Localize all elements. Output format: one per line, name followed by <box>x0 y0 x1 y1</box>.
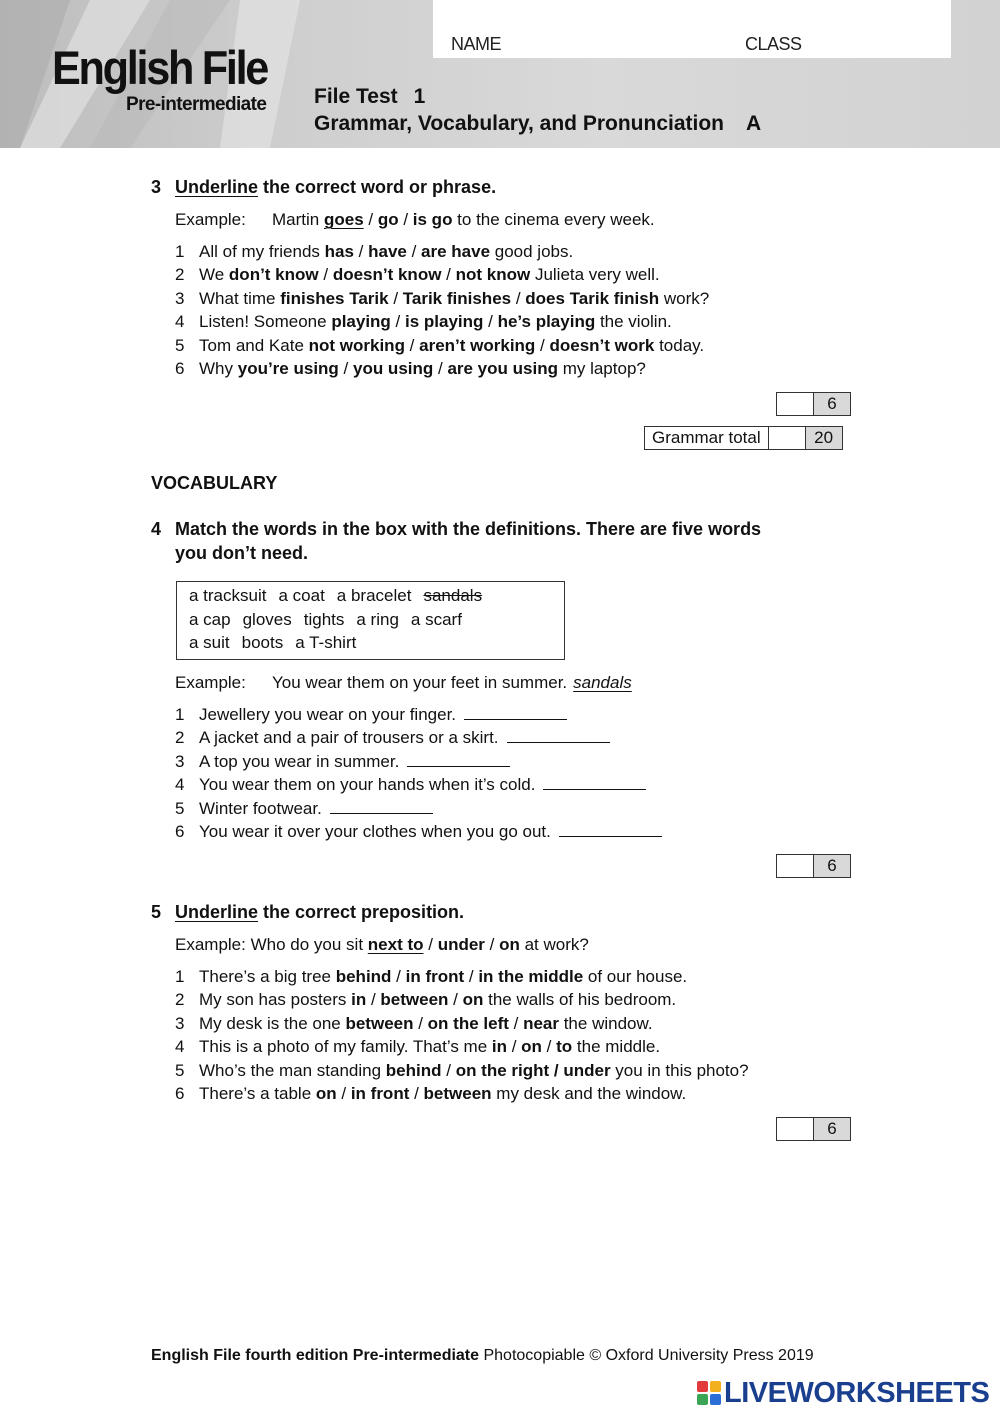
logo-square-icon <box>697 1381 708 1392</box>
item-number: 6 <box>175 822 185 841</box>
option-choice[interactable]: behind <box>335 967 392 986</box>
liveworksheets-icon <box>697 1381 721 1405</box>
option-choice[interactable]: doesn’t know <box>332 265 442 285</box>
text-fragment: We <box>199 265 229 285</box>
section5-heading <box>151 902 464 923</box>
file-test-label <box>314 85 425 109</box>
item-number: 4 <box>175 1037 185 1057</box>
section5-item <box>175 967 687 987</box>
text-fragment: / <box>390 312 405 332</box>
section4-example-label: Example: <box>175 673 246 692</box>
text-fragment: you in this photo? <box>610 1060 749 1080</box>
item-number: 5 <box>175 798 185 818</box>
option-choice[interactable]: to <box>556 1037 573 1057</box>
text-fragment: at work? <box>519 935 589 954</box>
text-fragment: the middle. <box>572 1037 661 1057</box>
option-choice[interactable]: on <box>521 1037 542 1057</box>
section3-number: 3 <box>151 177 162 197</box>
option-choice[interactable]: in <box>351 990 367 1010</box>
vocabulary-heading: VOCABULARY <box>151 473 278 493</box>
word-option: a scarf <box>410 609 462 629</box>
section5-item <box>175 1014 653 1034</box>
text-fragment: / <box>508 1013 524 1033</box>
section3-example-label: Example: <box>175 210 246 229</box>
footer-bold: English File fourth edition Pre-intermediate <box>151 1347 480 1364</box>
option-choice[interactable]: between <box>380 990 449 1010</box>
item-number: 4 <box>175 775 185 795</box>
word-option: gloves <box>242 609 292 629</box>
grammar-total-label: Grammar total <box>645 427 769 449</box>
item-number: 3 <box>175 751 185 771</box>
word-box-row <box>189 610 474 630</box>
section3-item <box>175 289 709 309</box>
section4-item <box>175 798 433 819</box>
option-choice[interactable]: Tarik finishes <box>402 288 512 308</box>
section4-example <box>175 673 632 693</box>
section3-heading <box>151 177 496 198</box>
text-fragment: / <box>433 359 448 378</box>
text-fragment: the walls of his bedroom. <box>483 990 677 1010</box>
text-fragment: There’s a table <box>199 1084 316 1103</box>
option-choice[interactable]: has <box>324 242 354 261</box>
option-choice[interactable]: have <box>368 242 407 261</box>
file-test-number: 1 <box>413 85 426 108</box>
name-class-box <box>433 0 951 58</box>
text-fragment: / <box>409 1084 424 1103</box>
test-title-text: Grammar, Vocabulary, and Pronunciation <box>314 112 724 135</box>
section5-number: 5 <box>151 902 162 922</box>
section5-heading-underlined: Underline <box>175 902 259 922</box>
text-fragment: / <box>404 335 420 355</box>
section3-heading-underlined: Underline <box>175 177 259 197</box>
item-number: 2 <box>175 990 185 1010</box>
option-choice[interactable]: doesn’t work <box>549 335 655 355</box>
text-fragment: / <box>484 935 500 954</box>
answer-blank[interactable] <box>330 798 433 814</box>
option-choice[interactable]: under <box>437 935 485 954</box>
text-fragment: of our house. <box>583 967 688 986</box>
option-choice[interactable]: in front <box>350 1084 410 1103</box>
section3-item <box>175 312 672 332</box>
name-label: NAME <box>451 34 502 54</box>
text-fragment: Listen! Someone <box>199 312 332 332</box>
logo-square-icon <box>710 1381 721 1392</box>
section4-example-text: You wear them on your feet in summer. <box>272 673 568 692</box>
section3-score-box <box>776 392 851 416</box>
text-fragment: / <box>413 1013 428 1033</box>
section3-score-value: 6 <box>814 393 850 415</box>
option-choice[interactable]: on <box>499 935 520 954</box>
class-label: CLASS <box>745 34 802 54</box>
word-option: a ring <box>356 609 399 629</box>
text-fragment: Julieta very well. <box>530 265 660 285</box>
word-option: a tracksuit <box>189 586 267 605</box>
text-fragment: the window. <box>558 1013 653 1033</box>
section5-item <box>175 990 676 1010</box>
section4-score-box <box>776 854 851 878</box>
test-title <box>314 112 761 136</box>
option-choice[interactable]: between <box>345 1013 414 1033</box>
text-fragment: Why <box>199 359 238 378</box>
text-fragment: / <box>363 210 378 229</box>
option-choice[interactable]: aren’t working <box>419 335 536 355</box>
option-choice[interactable]: on the left <box>427 1013 509 1033</box>
text-fragment: / <box>366 990 381 1010</box>
section5-score-input[interactable] <box>777 1118 814 1140</box>
section5-example-text <box>251 935 589 954</box>
option-choice[interactable]: not working <box>308 335 405 355</box>
word-option: a suit <box>189 633 230 652</box>
option-choice[interactable]: behind <box>385 1060 442 1080</box>
item-number: 2 <box>175 265 185 285</box>
item-number: 6 <box>175 1084 185 1103</box>
text-fragment: / <box>338 359 353 378</box>
text-fragment: to the cinema every week. <box>452 210 655 229</box>
text-fragment: Who’s the man standing <box>199 1060 386 1080</box>
section4-heading <box>151 519 761 540</box>
option-choice[interactable]: are you using <box>447 359 558 378</box>
section4-score-value: 6 <box>814 855 850 877</box>
word-option: boots <box>241 633 284 652</box>
option-choice[interactable]: near <box>523 1013 559 1033</box>
text-fragment: good jobs. <box>490 242 574 261</box>
section4-heading-line1: Match the words in the box with the definitions. There are five words <box>175 519 762 539</box>
section4-item <box>175 704 567 725</box>
section3-heading-rest: the correct word or phrase. <box>258 177 497 197</box>
text-fragment: This is a photo of my family. That’s me <box>199 1037 492 1057</box>
answer-blank[interactable] <box>507 727 610 743</box>
option-choice[interactable]: next to <box>367 935 424 954</box>
text-fragment: / <box>535 335 550 355</box>
section5-example <box>175 935 589 955</box>
item-number: 3 <box>175 1013 185 1033</box>
text-fragment: / <box>511 288 526 308</box>
text-fragment: my desk and the window. <box>491 1084 687 1103</box>
footer-rest: Photocopiable © Oxford University Press 2019 <box>479 1347 814 1364</box>
header-band <box>0 0 1000 148</box>
text-fragment: / <box>464 967 479 986</box>
text-fragment: / <box>507 1037 522 1057</box>
option-choice[interactable]: goes <box>323 210 364 229</box>
grammar-total-input[interactable] <box>769 427 806 449</box>
logo-square-icon <box>710 1394 721 1405</box>
word-box-row <box>189 633 368 653</box>
option-choice[interactable]: playing <box>331 312 391 332</box>
text-fragment: / <box>406 242 422 261</box>
section5-item <box>175 1084 686 1104</box>
text-fragment: Martin <box>272 210 324 229</box>
logo-subtitle: Pre-intermediate <box>126 94 267 115</box>
option-choice[interactable]: is go <box>412 210 453 229</box>
section4-score-input[interactable] <box>777 855 814 877</box>
text-fragment: / <box>388 288 403 308</box>
text-fragment: the violin. <box>595 312 672 332</box>
item-number: 2 <box>175 728 185 748</box>
section4-item <box>175 821 662 842</box>
answer-blank[interactable] <box>407 751 510 767</box>
text-fragment: / <box>441 1060 456 1080</box>
word-option: a T-shirt <box>295 633 357 652</box>
text-fragment: Who do you sit <box>250 935 368 954</box>
option-choice[interactable]: on the right / under <box>455 1060 611 1080</box>
section4-item <box>175 727 610 748</box>
option-choice[interactable]: is playing <box>405 312 484 332</box>
definition-text: A top you wear in summer. <box>199 751 400 771</box>
logo-square-icon <box>697 1394 708 1405</box>
section3-example <box>175 210 655 230</box>
definition-text: You wear it over your clothes when you go out. <box>199 822 551 841</box>
option-choice[interactable]: on <box>462 990 484 1010</box>
grammar-total-value: 20 <box>806 427 842 449</box>
text-fragment: / <box>423 935 438 954</box>
option-choice[interactable]: between <box>423 1084 492 1103</box>
item-number: 4 <box>175 312 185 332</box>
option-choice[interactable]: are have <box>421 242 491 261</box>
logo-title: English File <box>52 41 268 94</box>
text-fragment: Tom and Kate <box>199 335 309 355</box>
section4-item <box>175 751 510 772</box>
item-number: 1 <box>175 242 185 261</box>
option-choice[interactable]: you using <box>352 359 434 378</box>
option-choice[interactable]: on <box>315 1084 337 1103</box>
text-fragment: All of my friends <box>199 242 325 261</box>
section4-item <box>175 774 646 795</box>
grammar-total-box <box>644 426 843 450</box>
section5-item <box>175 1037 660 1057</box>
liveworksheets-logo-text: LIVEWORKSHEETS <box>724 1376 990 1409</box>
section3-score-input[interactable] <box>777 393 814 415</box>
text-fragment: My son has posters <box>199 990 352 1010</box>
file-test-text: File Test <box>314 85 398 108</box>
option-choice[interactable]: he’s playing <box>497 312 596 332</box>
text-fragment: There’s a big tree <box>199 967 336 986</box>
item-number: 3 <box>175 288 185 308</box>
definition-text: Winter footwear. <box>199 798 322 818</box>
section5-item <box>175 1061 749 1081</box>
section4-heading-line2: you don’t need. <box>175 543 308 563</box>
text-fragment: / <box>391 967 406 986</box>
option-choice[interactable]: don’t know <box>228 265 319 285</box>
item-number: 5 <box>175 335 185 355</box>
option-choice[interactable]: you’re using <box>237 359 339 378</box>
word-option: sandals <box>423 586 483 605</box>
text-fragment: my laptop? <box>557 359 646 378</box>
text-fragment: My desk is the one <box>199 1013 346 1033</box>
section4-number: 4 <box>151 519 162 539</box>
item-number: 1 <box>175 705 185 724</box>
text-fragment: / <box>441 265 456 285</box>
option-choice[interactable]: go <box>377 210 399 229</box>
text-fragment: today. <box>654 335 705 355</box>
text-fragment: / <box>398 210 413 229</box>
definition-text: Jewellery you wear on your finger. <box>199 705 457 724</box>
text-fragment: / <box>448 990 463 1010</box>
test-version: A <box>746 112 762 135</box>
word-box <box>176 581 565 660</box>
item-number: 6 <box>175 359 185 378</box>
answer-blank[interactable] <box>543 774 646 790</box>
option-choice[interactable]: in <box>491 1037 507 1057</box>
section3-item <box>175 242 573 262</box>
answer-blank[interactable] <box>464 704 567 720</box>
section3-example-text <box>272 210 655 229</box>
section3-item <box>175 336 704 356</box>
section5-score-box <box>776 1117 851 1141</box>
section5-score-value: 6 <box>814 1118 850 1140</box>
section3-item <box>175 359 646 379</box>
option-choice[interactable]: in the middle <box>478 967 584 986</box>
definition-text: You wear them on your hands when it’s cold. <box>199 775 536 795</box>
text-fragment: / <box>318 265 333 285</box>
option-choice[interactable]: finishes Tarik <box>280 288 389 308</box>
word-option: a coat <box>278 586 325 605</box>
item-number: 5 <box>175 1060 185 1080</box>
definition-text: A jacket and a pair of trousers or a skirt. <box>199 728 499 748</box>
option-choice[interactable]: does Tarik finish <box>525 288 660 308</box>
text-fragment: / <box>541 1037 557 1057</box>
word-option: tights <box>303 609 345 629</box>
section4-example-answer: sandals <box>573 673 632 692</box>
word-box-row <box>189 586 494 606</box>
option-choice[interactable]: in front <box>405 967 465 986</box>
text-fragment: / <box>353 242 369 261</box>
option-choice[interactable]: not know <box>455 265 531 285</box>
text-fragment: work? <box>659 288 710 308</box>
section3-item <box>175 265 660 285</box>
footer-copyright <box>151 1347 814 1365</box>
word-option: a cap <box>189 609 231 629</box>
item-number: 1 <box>175 967 185 986</box>
text-fragment: / <box>483 312 498 332</box>
answer-blank[interactable] <box>559 821 662 837</box>
section5-heading-rest: the correct preposition. <box>258 902 465 922</box>
word-option: a bracelet <box>336 586 412 605</box>
text-fragment: / <box>336 1084 351 1103</box>
section5-example-label: Example: <box>175 935 246 954</box>
liveworksheets-logo[interactable] <box>697 1376 989 1410</box>
text-fragment: What time <box>199 288 281 308</box>
